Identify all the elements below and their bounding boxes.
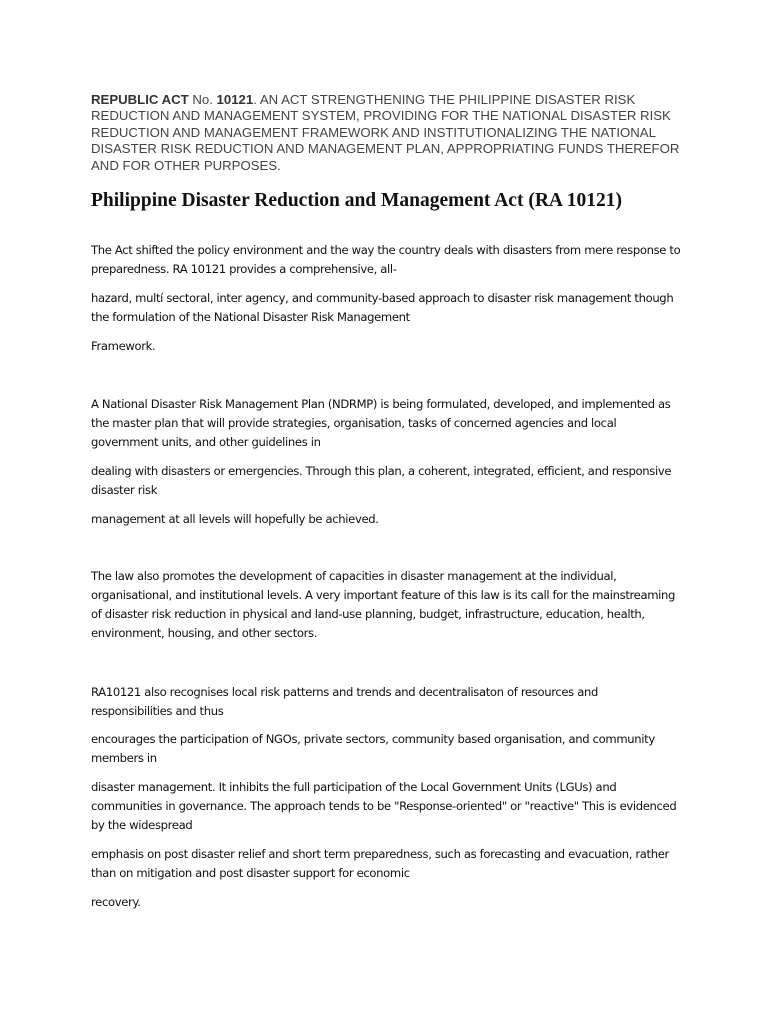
paragraph-local-risk: RA10121 also recognises local risk patterns and trends and decentralisaton of resources and responsibilities and thus xyxy=(91,685,598,718)
act-header xyxy=(91,92,691,174)
document-title: Philippine Disaster Reduction and Management Act (RA 10121) xyxy=(91,190,623,211)
paragraph-recovery: recovery. xyxy=(91,895,141,909)
paragraph-participation: encourages the participation of NGOs, private sectors, community based organisation, and community members in xyxy=(91,732,655,765)
act-description: . AN ACT STRENGTHENING THE PHILIPPINE DISASTER RISK REDUCTION AND MANAGEMENT SYSTEM, PROVIDING FOR THE NATIONAL DISASTER RISK REDUCTION AND MANAGEMENT FRAMEWORK AND INSTITUTIONALIZING THE NATIONAL DISASTER RISK REDUCTION AND MANAGEMENT PLAN, APPROPRIATING FUNDS THEREFOR AND FOR OTHER PURPOSES. xyxy=(91,92,680,173)
paragraph-capacities: The law also promotes the development of capacities in disaster management at the individual, organisational, and institutional levels. A very important feature of this law is its call for the mainstreaming of disaster risk reduction in physical and land-use planning, budget, infrastructure, education, health, environment, housing, and other sectors. xyxy=(91,569,676,640)
paragraph-approach: hazard, multí sectoral, inter agency, and community-based approach to disaster risk management though the formulation of the National Disaster Risk Management xyxy=(91,291,674,324)
paragraph-policy-shift: The Act shifted the policy environment and the way the country deals with disasters from mere response to preparedness. RA 10121 provides a comprehensive, all- xyxy=(91,243,681,276)
paragraph-ndrmp: A National Disaster Risk Management Plan (NDRMP) is being formulated, developed, and implemented as the master plan that will provide strategies, organisation, tasks of concerned agencies and local government units, and other guidelines in xyxy=(91,397,671,449)
act-no-label: No. xyxy=(188,92,217,107)
paragraph-framework: Framework. xyxy=(91,339,156,353)
paragraph-governance: disaster management. It inhibits the full participation of the Local Government Units (LGUs) and communities in governance. The approach tends to be "Response-oriented" or "reactive" This is evidenced by the widespread xyxy=(91,780,677,832)
paragraph-management-levels: management at all levels will hopefully be achieved. xyxy=(91,512,379,526)
act-number: 10121 xyxy=(216,92,254,107)
act-label: REPUBLIC ACT xyxy=(91,92,189,107)
paragraph-relief-emphasis: emphasis on post disaster relief and short term preparedness, such as forecasting and evacuation, rather than on mitigation and post disaster support for economic xyxy=(91,847,669,880)
paragraph-dealing: dealing with disasters or emergencies. Through this plan, a coherent, integrated, efficient, and responsive disaster risk xyxy=(91,464,672,497)
